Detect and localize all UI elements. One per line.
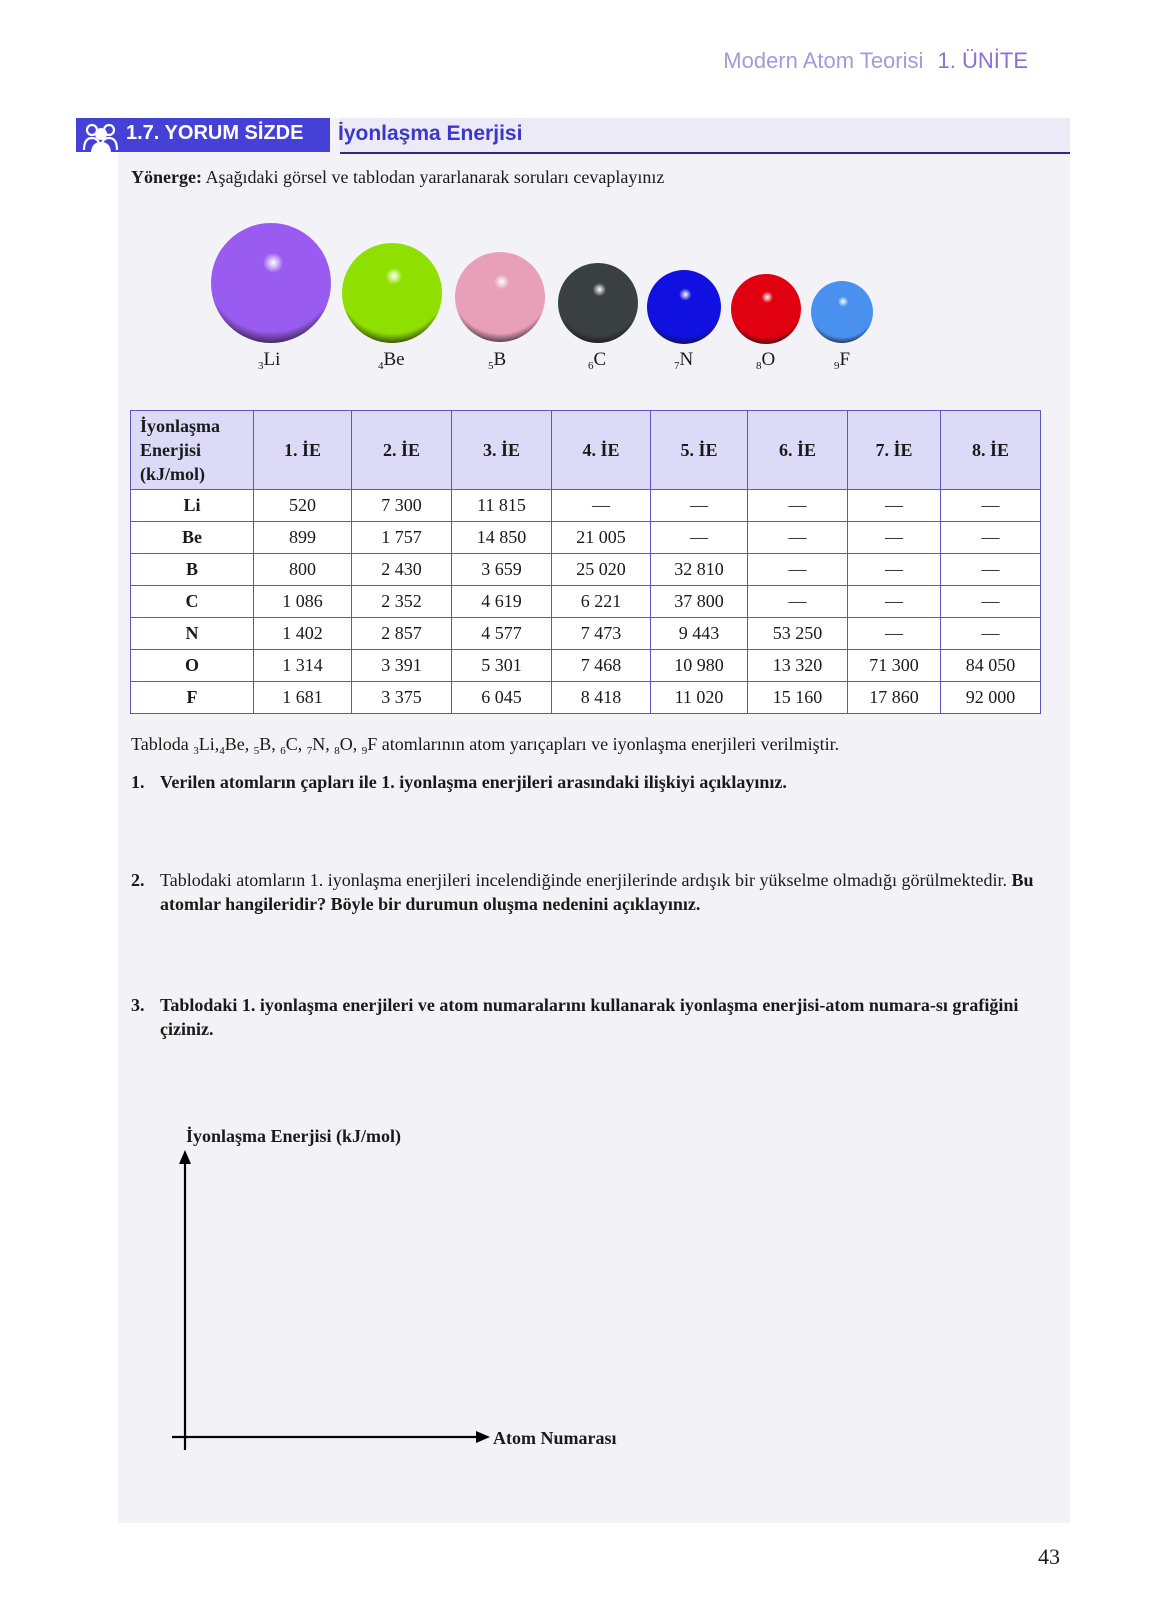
row-element: C <box>131 586 254 618</box>
people-icon <box>82 120 120 154</box>
corner-line: Enerjisi <box>140 440 201 460</box>
table-row <box>131 650 1041 682</box>
table-cell: — <box>848 554 941 586</box>
column-header: 6. İE <box>748 411 848 490</box>
question-part: Tablodaki 1. iyonlaşma enerjileri ve atom numaralarını kullanarak iyonlaşma enerjisi-atom numara-sı grafiğini çiziniz. <box>160 995 1019 1039</box>
table-cell: 11 815 <box>452 490 552 522</box>
column-header: 2. İE <box>352 411 452 490</box>
table-cell: 10 980 <box>651 650 748 682</box>
graph-x-axis-label: Atom Numarası <box>493 1428 617 1448</box>
row-element: F <box>131 682 254 714</box>
question-part: Tablodaki atomların 1. iyonlaşma enerjileri incelendiğinde enerjilerinde ardışık bir yükselme olmadığı görülmektedir. <box>160 870 1012 890</box>
table-cell: 15 160 <box>748 682 848 714</box>
table-cell: — <box>848 618 941 650</box>
table-cell: 2 430 <box>352 554 452 586</box>
instruction <box>131 167 664 188</box>
ionization-energy-table <box>130 410 1041 714</box>
table-cell: 11 020 <box>651 682 748 714</box>
question-number: 1. <box>131 772 145 792</box>
table-cell: 1 402 <box>254 618 352 650</box>
table-cell: — <box>748 554 848 586</box>
column-header: 5. İE <box>651 411 748 490</box>
column-header: 7. İE <box>848 411 941 490</box>
table-cell: — <box>941 490 1041 522</box>
table-cell: — <box>848 522 941 554</box>
page-number: 43 <box>1038 1544 1060 1569</box>
table-cell: 21 005 <box>552 522 651 554</box>
table-cell: 2 857 <box>352 618 452 650</box>
atom-sphere-be <box>342 243 442 343</box>
table-row <box>131 554 1041 586</box>
y-axis-arrow-icon <box>179 1150 191 1164</box>
corner-line: (kJ/mol) <box>140 464 205 484</box>
x-axis-arrow-icon <box>476 1431 490 1443</box>
table-cell: 7 468 <box>552 650 651 682</box>
table-row <box>131 490 1041 522</box>
table-cell: 53 250 <box>748 618 848 650</box>
table-cell: 8 418 <box>552 682 651 714</box>
table-row <box>131 682 1041 714</box>
question-number: 3. <box>131 995 145 1015</box>
table-cell: 17 860 <box>848 682 941 714</box>
column-header: 3. İE <box>452 411 552 490</box>
column-header: 1. İE <box>254 411 352 490</box>
instruction-text: Aşağıdaki görsel ve tablodan yararlanarak soruları cevaplayınız <box>205 167 665 187</box>
table-cell: 14 850 <box>452 522 552 554</box>
table-cell: 520 <box>254 490 352 522</box>
empty-graph-axes <box>170 1150 490 1456</box>
running-head <box>723 48 1028 74</box>
table-corner-header <box>131 411 254 490</box>
table-row <box>131 586 1041 618</box>
table-cell: 1 314 <box>254 650 352 682</box>
atom-sphere-n <box>647 270 721 344</box>
table-cell: — <box>941 554 1041 586</box>
table-cell: — <box>941 586 1041 618</box>
table-cell: 3 375 <box>352 682 452 714</box>
table-cell: — <box>651 522 748 554</box>
instruction-label: Yönerge: <box>131 167 202 187</box>
table-cell: 1 681 <box>254 682 352 714</box>
table-cell: 7 300 <box>352 490 452 522</box>
atom-label-c: $_6$C <box>588 349 607 372</box>
graph-y-axis-label: İyonlaşma Enerjisi (kJ/mol) <box>186 1126 402 1146</box>
atom-sphere-o <box>731 274 801 344</box>
table-cell: 5 301 <box>452 650 552 682</box>
table-cell: — <box>552 490 651 522</box>
table-cell: 2 352 <box>352 586 452 618</box>
table-cell: 3 659 <box>452 554 552 586</box>
atom-label-li: $_3$Li <box>258 349 281 372</box>
table-cell: 84 050 <box>941 650 1041 682</box>
table-cell: — <box>848 490 941 522</box>
row-element: Be <box>131 522 254 554</box>
table-cell: 4 619 <box>452 586 552 618</box>
table-cell: 800 <box>254 554 352 586</box>
atom-sphere-c <box>558 263 638 343</box>
row-element: O <box>131 650 254 682</box>
table-cell: — <box>848 586 941 618</box>
column-header: 4. İE <box>552 411 651 490</box>
column-header: 8. İE <box>941 411 1041 490</box>
atom-label-be: $_4$Be <box>378 349 405 372</box>
atom-label-f: $_9$F <box>834 349 851 372</box>
table-cell: — <box>651 490 748 522</box>
atom-sphere-b <box>455 252 545 342</box>
corner-line: İyonlaşma <box>140 416 221 436</box>
table-cell: 92 000 <box>941 682 1041 714</box>
table-cell: — <box>748 522 848 554</box>
question-part: Verilen atomların çapları ile 1. iyonlaşma enerjileri arasındaki ilişkiyi açıklayınız. <box>160 772 787 792</box>
table-cell: 899 <box>254 522 352 554</box>
atom-spheres <box>190 215 890 345</box>
question-text <box>160 868 1060 916</box>
table-cell: 37 800 <box>651 586 748 618</box>
atom-label-o: $_8$O <box>756 349 776 372</box>
table-cell: 4 577 <box>452 618 552 650</box>
table-cell: 25 020 <box>552 554 651 586</box>
table-cell: — <box>748 490 848 522</box>
table-cell: — <box>941 618 1041 650</box>
section-topic: İyonlaşma Enerjisi <box>338 122 523 145</box>
atom-sphere-li <box>211 223 331 343</box>
intro-text <box>131 734 839 757</box>
table-cell: — <box>941 522 1041 554</box>
row-element: N <box>131 618 254 650</box>
intro-prefix: Tabloda <box>131 734 194 754</box>
running-head-title: Modern Atom Teorisi <box>723 48 924 73</box>
intro-suffix: atomlarının atom yarıçapları ve iyonlaşma enerjileri verilmiştir. <box>377 734 840 754</box>
question-part: Bu atomlar hangileridir? Böyle bir durumun oluşma nedenini açıklayınız. <box>160 870 1034 914</box>
row-element: Li <box>131 490 254 522</box>
atom-label-b: $_5$B <box>488 349 507 372</box>
running-head-unit: 1. ÜNİTE <box>937 48 1028 73</box>
section-badge <box>76 118 330 152</box>
question-number: 2. <box>131 870 145 890</box>
atom-sphere-f <box>811 281 873 343</box>
table-cell: 1 757 <box>352 522 452 554</box>
table-cell: 6 045 <box>452 682 552 714</box>
atom-label-n: $_7$N <box>674 349 694 372</box>
question-text <box>160 993 1060 1041</box>
table-row <box>131 618 1041 650</box>
table-cell: 7 473 <box>552 618 651 650</box>
table-cell: 13 320 <box>748 650 848 682</box>
section-banner <box>76 118 1070 152</box>
table-header-row <box>131 411 1041 490</box>
table-cell: — <box>748 586 848 618</box>
row-element: B <box>131 554 254 586</box>
section-badge-label: 1.7. YORUM SİZDE <box>126 122 304 144</box>
table-cell: 9 443 <box>651 618 748 650</box>
question-text <box>160 770 1060 794</box>
table-cell: 32 810 <box>651 554 748 586</box>
intro-atom-list: $_3Li,_4Be$, $_5$B, $_6$C, $_7$N, $_8$O, $_9$F <box>193 734 378 757</box>
table-cell: 71 300 <box>848 650 941 682</box>
table-cell: 1 086 <box>254 586 352 618</box>
table-cell: 3 391 <box>352 650 452 682</box>
table-cell: 6 221 <box>552 586 651 618</box>
table-row <box>131 522 1041 554</box>
